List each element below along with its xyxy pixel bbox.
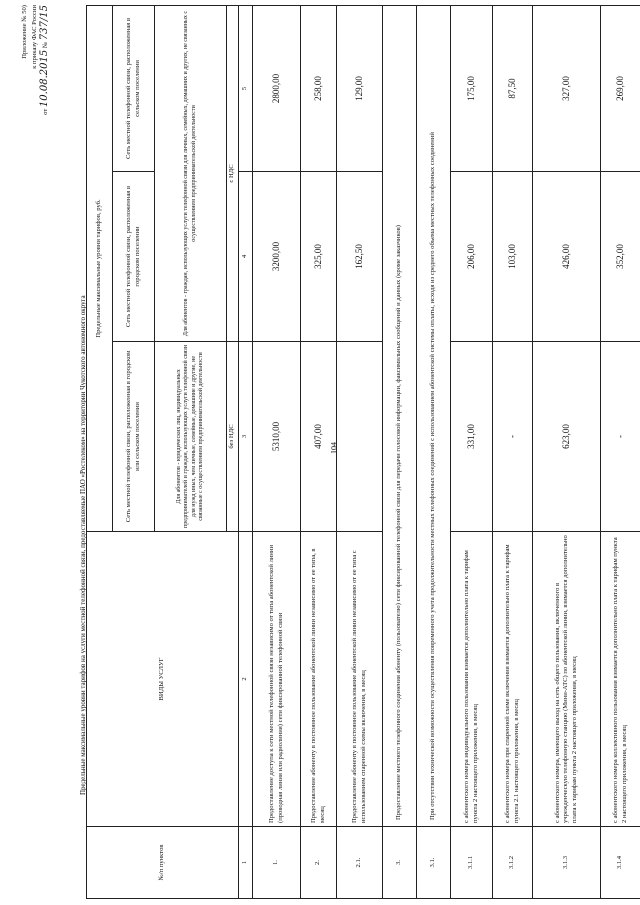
table-row: 2.1. Предоставление абоненту в постоянное пользование абонентской линии независимо от ее типа с использованием спаренной схемы включения, в месяц 162,50 129,00 xyxy=(337,5,383,898)
header-service: ВИДЫ УСЛУГ xyxy=(87,532,239,827)
service-text: с абонентского номера коллективного пользования взимается дополнительно плата к тарифам пункта 2 настоящего приложения, в месяц xyxy=(601,532,640,827)
tariff-table xyxy=(86,5,640,899)
handwritten-date: 10.08.2015 xyxy=(39,49,50,108)
section-row: 3.1. При отсутствии технической возможности осуществления повременного учета продолжительности местных телефонных соединений с использованием абонентской системы оплаты, исходя из среднего объема местных телефонных соединений xyxy=(417,5,451,898)
table-row: 3.1.1 с абонентского номера индивидуального пользования взимается дополнительно плата к тарифам пункта 2 настоящего приложения, в месяц 331,00 206,00 175,00 xyxy=(451,5,493,898)
service-text: с абонентского номера, имеющего выход на сеть общего пользования, включенного в учрежденческую телефонную станцию (Мини-АТС) по абонентской линии, взимается дополнительно плата к тарифам пункта 2 настоящего приложения, в месяц xyxy=(533,532,601,827)
appendix-number: Приложение № 50) xyxy=(21,5,28,59)
header-no-vat: без НДС xyxy=(227,342,239,532)
header-row-levels xyxy=(87,5,113,898)
section-text: Предоставление местного телефонного соединения абоненту (пользователю) сети фиксированной телефонной связи для передачи голосовой информации, факсимильных сообщений и данных (кроме заказчиков) xyxy=(383,5,417,826)
header-row-numbers: 1 2 3 4 5 xyxy=(239,5,253,898)
header-net-both: Сеть местной телефонной связи, расположенная в городском или сельском поселении xyxy=(113,342,155,532)
section-row: 3. Предоставление местного телефонного соединения абоненту (пользователю) сети фиксированной телефонной связи для передачи голосовой информации, факсимильных сообщений и данных (кроме заказчиков) xyxy=(383,5,417,898)
service-text: Предоставление абоненту в постоянное пользование абонентской линии независимо от ее типа с использованием спаренной схемы включения, в месяц xyxy=(337,532,383,827)
table-row: 3.1.4 с абонентского номера коллективного пользования взимается дополнительно плата к тарифам пункта 2 настоящего приложения, в месяц - 352,00 269,00 xyxy=(601,5,640,898)
appendix-date-line: от 10.08.2015 № 737/15 xyxy=(39,5,50,115)
table-row: 3.1.3 с абонентского номера, имеющего выход на сеть общего пользования, включенного в учрежденческую телефонную станцию (Мини-АТС) по абонентской линии, взимается дополнительно плата к тарифам пункта 2 настоящего приложения, в месяц 623,00 426,00 327,00 xyxy=(533,5,601,898)
service-text: Предоставление абоненту в постоянное пользование абонентской линии независимо от ее типа, в месяц xyxy=(301,532,337,827)
header-num: №/п пунктов xyxy=(87,827,239,899)
section-text: При отсутствии технической возможности осуществления повременного учета продолжительности местных телефонных соединений с использованием абонентской системы оплаты, исходя из среднего объема местных телефонных соединений xyxy=(417,5,451,826)
table-row: 1. Предоставление доступа к сети местной телефонной связи независимо от типа абонентской линии (проводная линия или радиолиния) сети фиксированной телефонной связи 5310,00 3200,00 2800,00 xyxy=(253,5,301,898)
handwritten-number: 737/15 xyxy=(39,5,50,41)
page-number: 104 xyxy=(329,442,339,454)
header-with-vat: с НДС xyxy=(227,5,239,341)
service-text: Предоставление доступа к сети местной телефонной связи независимо от типа абонентской линии (проводная линия или радиолиния) сети фиксированной телефонной связи xyxy=(253,532,301,827)
header-net-urban: Сеть местной телефонной связи, расположенная в городском поселении xyxy=(113,172,155,342)
table-row: 2. Предоставление абоненту в постоянное пользование абонентской линии независимо от ее типа, в месяц 407,00 325,00 258,00 xyxy=(301,5,337,898)
header-for-citizens: Для абонентов - граждан, использующих услуги телефонной связи для личных, семейных, домашних и других, не связанных с осуществлением предпринимательской деятельности xyxy=(155,5,227,341)
header-net-rural: Сеть местной телефонной связи, расположенная в сельском поселении xyxy=(113,5,155,171)
appendix-reference xyxy=(20,5,51,130)
service-text: с абонентского номера индивидуального пользования взимается дополнительно плата к тарифам пункта 2 настоящего приложения, в месяц xyxy=(451,532,493,827)
appendix-order: к приказу ФАС России xyxy=(31,5,38,69)
header-levels: Предельные максимальные уровни тарифов, руб. xyxy=(87,5,113,531)
table-row: 3.1.2 с абонентского номера при спаренной схеме включения взимается дополнительно плата к тарифам пункта 2.1 настоящего приложения, в месяц - 103,00 87,50 xyxy=(493,5,533,898)
header-for-legal: Для абонентов - юридических лиц, индивидуальных предпринимателей и граждан, использующих услуги телефонной связи для нужд иных, чем личные, семейные, домашние и другие, не связанные с осуществлением предпринимательской деятельности xyxy=(155,342,227,532)
service-text: с абонентского номера при спаренной схеме включения взимается дополнительно плата к тарифам пункта 2.1 настоящего приложения, в месяц xyxy=(493,532,533,827)
document-title: Предельные максимальные уровни тарифов на услуги местной телефонной связи, предоставляемые ПАО «Ростелеком» на территории Чукотского автономного округа xyxy=(79,295,87,795)
